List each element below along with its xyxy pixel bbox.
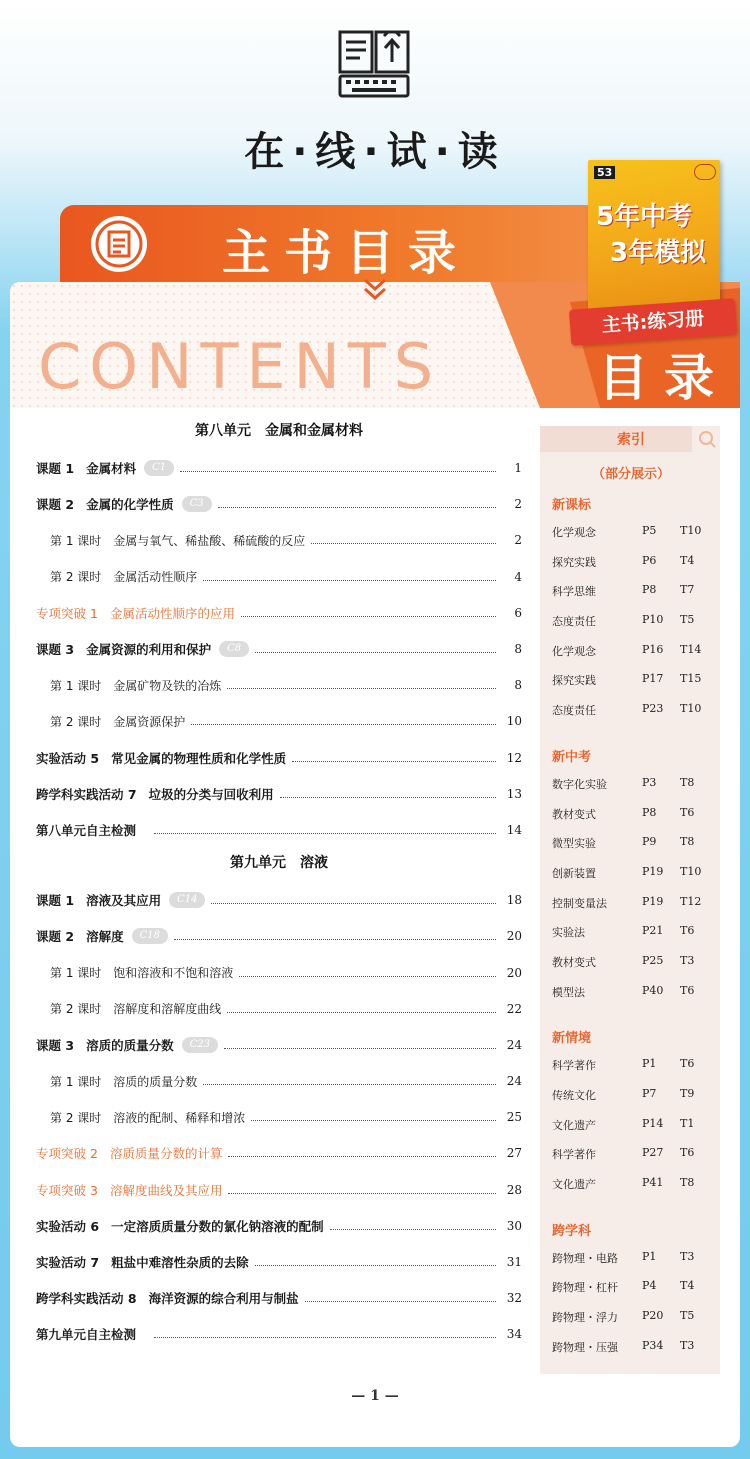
toc-title: 溶质的质量分数	[113, 1074, 198, 1089]
index-page: P8	[642, 805, 657, 819]
index-name: 探究实践	[552, 674, 596, 688]
index-name: 态度责任	[552, 704, 596, 718]
unit8-list	[36, 450, 522, 848]
index-page: P4	[642, 1279, 657, 1293]
toc-page: 27	[506, 1146, 522, 1161]
index-row	[552, 1087, 720, 1117]
toc-page: 18	[506, 893, 522, 908]
toc-row[interactable]	[36, 559, 522, 595]
toc-title: 溶解度曲线及其应用	[109, 1182, 223, 1198]
chevron-down-icon	[360, 276, 390, 304]
leader-dots	[228, 1149, 496, 1157]
toc-page: 28	[506, 1182, 522, 1197]
toc-code: 第 2 课时	[50, 714, 102, 729]
toc-row[interactable]	[36, 1172, 522, 1208]
toc-row[interactable]	[36, 918, 522, 954]
index-page: P9	[642, 835, 657, 849]
index-title: 索引	[617, 432, 645, 448]
index-page: P1	[642, 1249, 657, 1263]
index-row	[552, 1309, 720, 1339]
toc-title: 溶液的配制、稀释和增浓	[113, 1110, 246, 1125]
index-question: T3	[680, 1249, 695, 1263]
toc-code: 实验活动 7	[36, 1255, 100, 1271]
leader-dots	[224, 1041, 496, 1049]
leader-dots	[154, 1330, 496, 1338]
index-list	[552, 494, 720, 1369]
index-name: 文化遗产	[552, 1178, 596, 1192]
index-name: 科学著作	[552, 1059, 596, 1073]
index-name: 模型法	[552, 985, 585, 999]
toc-row[interactable]	[36, 991, 522, 1027]
toc-page: 6	[514, 605, 522, 620]
toc-title: 海洋资源的综合利用与制盐	[148, 1291, 299, 1307]
unit9-list	[36, 882, 522, 1352]
index-name: 教材变式	[552, 807, 596, 821]
index-row	[552, 954, 720, 984]
leader-dots	[239, 969, 496, 977]
book-ribbon: 主书:练习册	[569, 298, 737, 345]
index-row	[552, 835, 720, 865]
leader-dots	[311, 536, 496, 544]
index-subtitle: （部分展示）	[591, 467, 670, 482]
index-name: 教材变式	[552, 955, 596, 969]
index-question: T5	[680, 1309, 695, 1323]
toc-page: 8	[514, 678, 522, 693]
index-question: T14	[680, 642, 702, 656]
index-page: P40	[642, 983, 664, 997]
index-page: P10	[642, 613, 664, 627]
index-name: 态度责任	[552, 615, 596, 629]
toc-page: 30	[506, 1218, 522, 1233]
toc-title: 金属的化学性质	[86, 497, 174, 513]
toc-row[interactable]	[36, 882, 522, 918]
index-page: P7	[642, 1087, 657, 1100]
index-row	[552, 702, 720, 732]
toc-row[interactable]	[36, 1099, 522, 1135]
leader-dots	[227, 681, 496, 689]
toc-code: 跨学科实践活动 7	[36, 786, 137, 802]
index-page: P17	[642, 672, 664, 686]
leader-dots	[218, 500, 496, 508]
index-question: T8	[680, 835, 695, 849]
toc-title: 常见金属的物理性质和化学性质	[111, 750, 287, 766]
index-question: T8	[680, 1176, 695, 1190]
toc-page: 31	[506, 1255, 522, 1270]
index-row	[552, 524, 720, 554]
leader-dots	[280, 790, 496, 798]
index-question: T3	[680, 953, 695, 967]
leader-dots	[211, 896, 496, 904]
leader-dots	[154, 826, 496, 834]
toc-title: 金属资源的利用和保护	[86, 642, 212, 658]
document-icon	[88, 213, 150, 275]
index-category: 新中考	[552, 749, 592, 765]
toc-code: 第 1 课时	[50, 678, 102, 693]
ebook-reader-icon	[336, 26, 412, 100]
toc-row[interactable]	[36, 486, 522, 522]
index-question: T4	[680, 553, 695, 567]
leader-dots	[241, 609, 496, 617]
index-name: 文化遗产	[552, 1118, 596, 1132]
toc-row[interactable]	[36, 1316, 522, 1352]
toc-title: 饱和溶液和不饱和溶液	[113, 966, 234, 981]
index-page: P23	[642, 702, 664, 716]
index-page: P41	[642, 1176, 664, 1190]
toc-code: 专项突破 2	[36, 1146, 98, 1162]
toc-title: 一定溶质质量分数的氯化钠溶液的配制	[111, 1218, 324, 1234]
index-question: T7	[680, 583, 695, 597]
unit-title: 第八单元 金属和金属材料	[195, 423, 363, 439]
toc-row[interactable]	[36, 1063, 522, 1099]
leader-dots	[227, 1005, 496, 1013]
index-name: 跨物理・电路	[552, 1251, 618, 1265]
index-question: T6	[680, 983, 695, 997]
index-page: P8	[642, 583, 657, 597]
index-name: 科学思维	[552, 585, 596, 599]
toc-title: 金属材料	[86, 461, 137, 477]
index-question: T4	[680, 1279, 695, 1293]
toc-page: 20	[506, 965, 522, 980]
toc-title: 溶质质量分数的计算	[109, 1146, 223, 1162]
toc-page: 1	[514, 461, 522, 476]
leader-dots	[191, 717, 496, 725]
toc-title: 溶解度和溶解度曲线	[113, 1002, 222, 1017]
toc-code: 第八单元自主检测	[36, 822, 137, 838]
leader-dots	[180, 464, 496, 472]
book-title-line2: 3年模拟	[610, 238, 707, 268]
toc-code: 课题 1	[36, 461, 75, 477]
index-row	[552, 613, 720, 643]
index-category: 新情境	[552, 1031, 592, 1047]
index-row	[552, 776, 720, 806]
toc-row[interactable]	[36, 631, 522, 667]
index-question: T12	[680, 894, 702, 908]
toc-row[interactable]	[36, 595, 522, 631]
toc-title: 金属与氧气、稀盐酸、稀硫酸的反应	[113, 533, 306, 548]
toc-code: 课题 2	[36, 497, 75, 513]
video-tag: C1	[144, 460, 174, 476]
index-row	[552, 1339, 720, 1369]
toc-code: 第九单元自主检测	[36, 1327, 137, 1343]
index-question: T6	[680, 1057, 695, 1071]
index-name: 探究实践	[552, 555, 596, 569]
toc-page: 12	[506, 750, 522, 765]
leader-dots	[203, 573, 496, 581]
index-name: 跨物理・杠杆	[552, 1281, 618, 1295]
search-icon	[697, 429, 717, 449]
index-page: P21	[642, 924, 664, 938]
index-row	[552, 1117, 720, 1147]
index-question: T6	[680, 1146, 695, 1160]
video-tag: C18	[132, 928, 168, 944]
page-number: — 1 —	[351, 1388, 399, 1404]
index-page: P27	[642, 1146, 664, 1160]
index-name: 微型实验	[552, 837, 596, 851]
book-logo: 53	[594, 166, 615, 179]
toc-row[interactable]	[36, 703, 522, 739]
index-question: T10	[680, 864, 702, 878]
video-tag: C14	[169, 892, 205, 908]
leader-dots	[228, 1186, 496, 1194]
toc-page: 10	[506, 714, 522, 729]
index-page: P6	[642, 553, 657, 567]
toc-title: 金属活动性顺序的应用	[109, 605, 235, 621]
index-row	[552, 806, 720, 836]
toc-row[interactable]	[36, 1244, 522, 1280]
toc-row[interactable]	[36, 776, 522, 812]
index-row	[552, 1146, 720, 1176]
leader-dots	[174, 932, 496, 940]
index-page: P19	[642, 864, 664, 878]
video-tag: C8	[219, 641, 249, 657]
toc-page: 24	[506, 1074, 522, 1089]
leader-dots	[305, 1294, 496, 1302]
toc-row[interactable]	[36, 450, 522, 486]
index-row	[552, 895, 720, 925]
toc-code: 专项突破 3	[36, 1182, 98, 1198]
toc-code: 第 2 课时	[50, 570, 102, 585]
toc-code: 第 1 课时	[50, 1074, 102, 1089]
index-category: 新课标	[552, 498, 592, 513]
toc-page: 2	[514, 533, 522, 548]
index-question: T3	[680, 1338, 695, 1352]
index-question: T10	[680, 702, 702, 716]
toc-code: 课题 1	[36, 893, 75, 909]
index-name: 跨物理・压强	[552, 1340, 618, 1354]
index-category: 跨学科	[552, 1223, 592, 1239]
index-name: 创新装置	[552, 866, 596, 880]
online-reading-title: 在·线·试·读	[244, 129, 506, 175]
index-row	[552, 554, 720, 584]
index-page: P25	[642, 953, 664, 967]
banner-title: 主书目录	[222, 225, 471, 281]
toc-page: 4	[514, 569, 522, 584]
index-name: 实验法	[552, 926, 585, 940]
leader-dots	[203, 1077, 496, 1085]
index-row	[552, 1250, 720, 1280]
toc-code: 课题 2	[36, 929, 75, 945]
toc-title: 金属活动性顺序	[113, 570, 198, 585]
toc-code: 实验活动 6	[36, 1218, 100, 1234]
index-row	[552, 924, 720, 954]
index-row	[552, 1279, 720, 1309]
toc-page: 34	[506, 1327, 522, 1342]
toc-title: 垃圾的分类与回收利用	[148, 786, 274, 802]
toc-page: 20	[506, 929, 522, 944]
toc-page: 25	[506, 1110, 522, 1125]
index-row	[552, 583, 720, 613]
toc-row[interactable]	[36, 522, 522, 558]
toc-code: 第 1 课时	[50, 533, 102, 548]
index-question: T6	[680, 805, 695, 819]
toc-code: 第 1 课时	[50, 966, 102, 981]
toc-page: 24	[506, 1037, 522, 1052]
unit-title: 第九单元 溶液	[230, 855, 328, 872]
index-name: 传统文化	[552, 1089, 596, 1102]
toc-row[interactable]	[36, 1027, 522, 1063]
toc-code: 课题 3	[36, 1037, 75, 1053]
toc-row[interactable]	[36, 1135, 522, 1171]
toc-page: 8	[514, 642, 522, 657]
toc-page: 13	[506, 786, 522, 801]
leader-dots	[330, 1222, 496, 1230]
book-title-line1: 5年中考	[596, 202, 693, 232]
index-row	[552, 672, 720, 702]
toc-title: 金属矿物及铁的冶炼	[113, 678, 222, 693]
index-name: 化学观念	[552, 644, 596, 658]
index-name: 科学著作	[552, 1148, 596, 1162]
index-page: P1	[642, 1057, 657, 1071]
contents-heading: CONTENTS	[38, 330, 442, 403]
video-tag: C3	[182, 496, 212, 512]
video-tag: C23	[182, 1037, 218, 1053]
table-of-contents	[36, 420, 522, 1353]
index-row	[552, 1057, 720, 1087]
toc-page: 2	[514, 497, 522, 512]
index-page: P34	[642, 1338, 664, 1352]
toc-page: 22	[506, 1001, 522, 1016]
index-page: P19	[642, 894, 664, 908]
leader-dots	[292, 754, 496, 762]
toc-page: 14	[506, 822, 522, 837]
index-name: 控制变量法	[552, 896, 607, 910]
index-page: P14	[642, 1116, 664, 1130]
toc-title: 溶解度	[86, 929, 124, 945]
toc-code: 课题 3	[36, 642, 75, 658]
toc-code: 第 2 课时	[50, 1002, 102, 1017]
toc-page: 32	[506, 1291, 522, 1306]
index-question: T6	[680, 924, 695, 938]
index-page: P20	[642, 1309, 664, 1323]
toc-code: 跨学科实践活动 8	[36, 1291, 137, 1307]
toc-title: 粗盐中难溶性杂质的去除	[111, 1255, 249, 1271]
toc-row[interactable]	[36, 740, 522, 776]
index-row	[552, 1176, 720, 1206]
toc-row[interactable]	[36, 1208, 522, 1244]
toc-title: 金属资源保护	[113, 714, 186, 729]
leader-dots	[255, 1258, 496, 1266]
toc-title: 溶液及其应用	[86, 893, 162, 909]
index-question: T8	[680, 775, 695, 789]
index-question: T15	[680, 672, 702, 686]
index-name: 化学观念	[552, 526, 596, 539]
toc-code: 专项突破 1	[36, 605, 98, 621]
index-name: 跨物理・浮力	[552, 1311, 618, 1325]
toc-row[interactable]	[36, 667, 522, 703]
toc-code: 实验活动 5	[36, 750, 100, 766]
index-page: P5	[642, 524, 657, 537]
index-question: T10	[680, 524, 702, 537]
leader-dots	[251, 1113, 496, 1121]
book-badge	[694, 164, 716, 180]
index-question: T1	[680, 1116, 695, 1130]
mulu-heading: 目录	[598, 349, 730, 407]
toc-title: 溶质的质量分数	[86, 1037, 174, 1053]
toc-code: 第 2 课时	[50, 1110, 102, 1125]
leader-dots	[255, 645, 496, 653]
index-row	[552, 643, 720, 673]
index-name: 数字化实验	[552, 777, 607, 791]
index-row	[552, 865, 720, 895]
toc-row[interactable]	[36, 1280, 522, 1316]
index-question: T5	[680, 613, 695, 627]
index-question: T9	[680, 1087, 695, 1100]
toc-row[interactable]	[36, 954, 522, 990]
index-page: P16	[642, 642, 664, 656]
index-page: P3	[642, 775, 657, 789]
index-row	[552, 984, 720, 1014]
toc-row[interactable]	[36, 812, 522, 848]
